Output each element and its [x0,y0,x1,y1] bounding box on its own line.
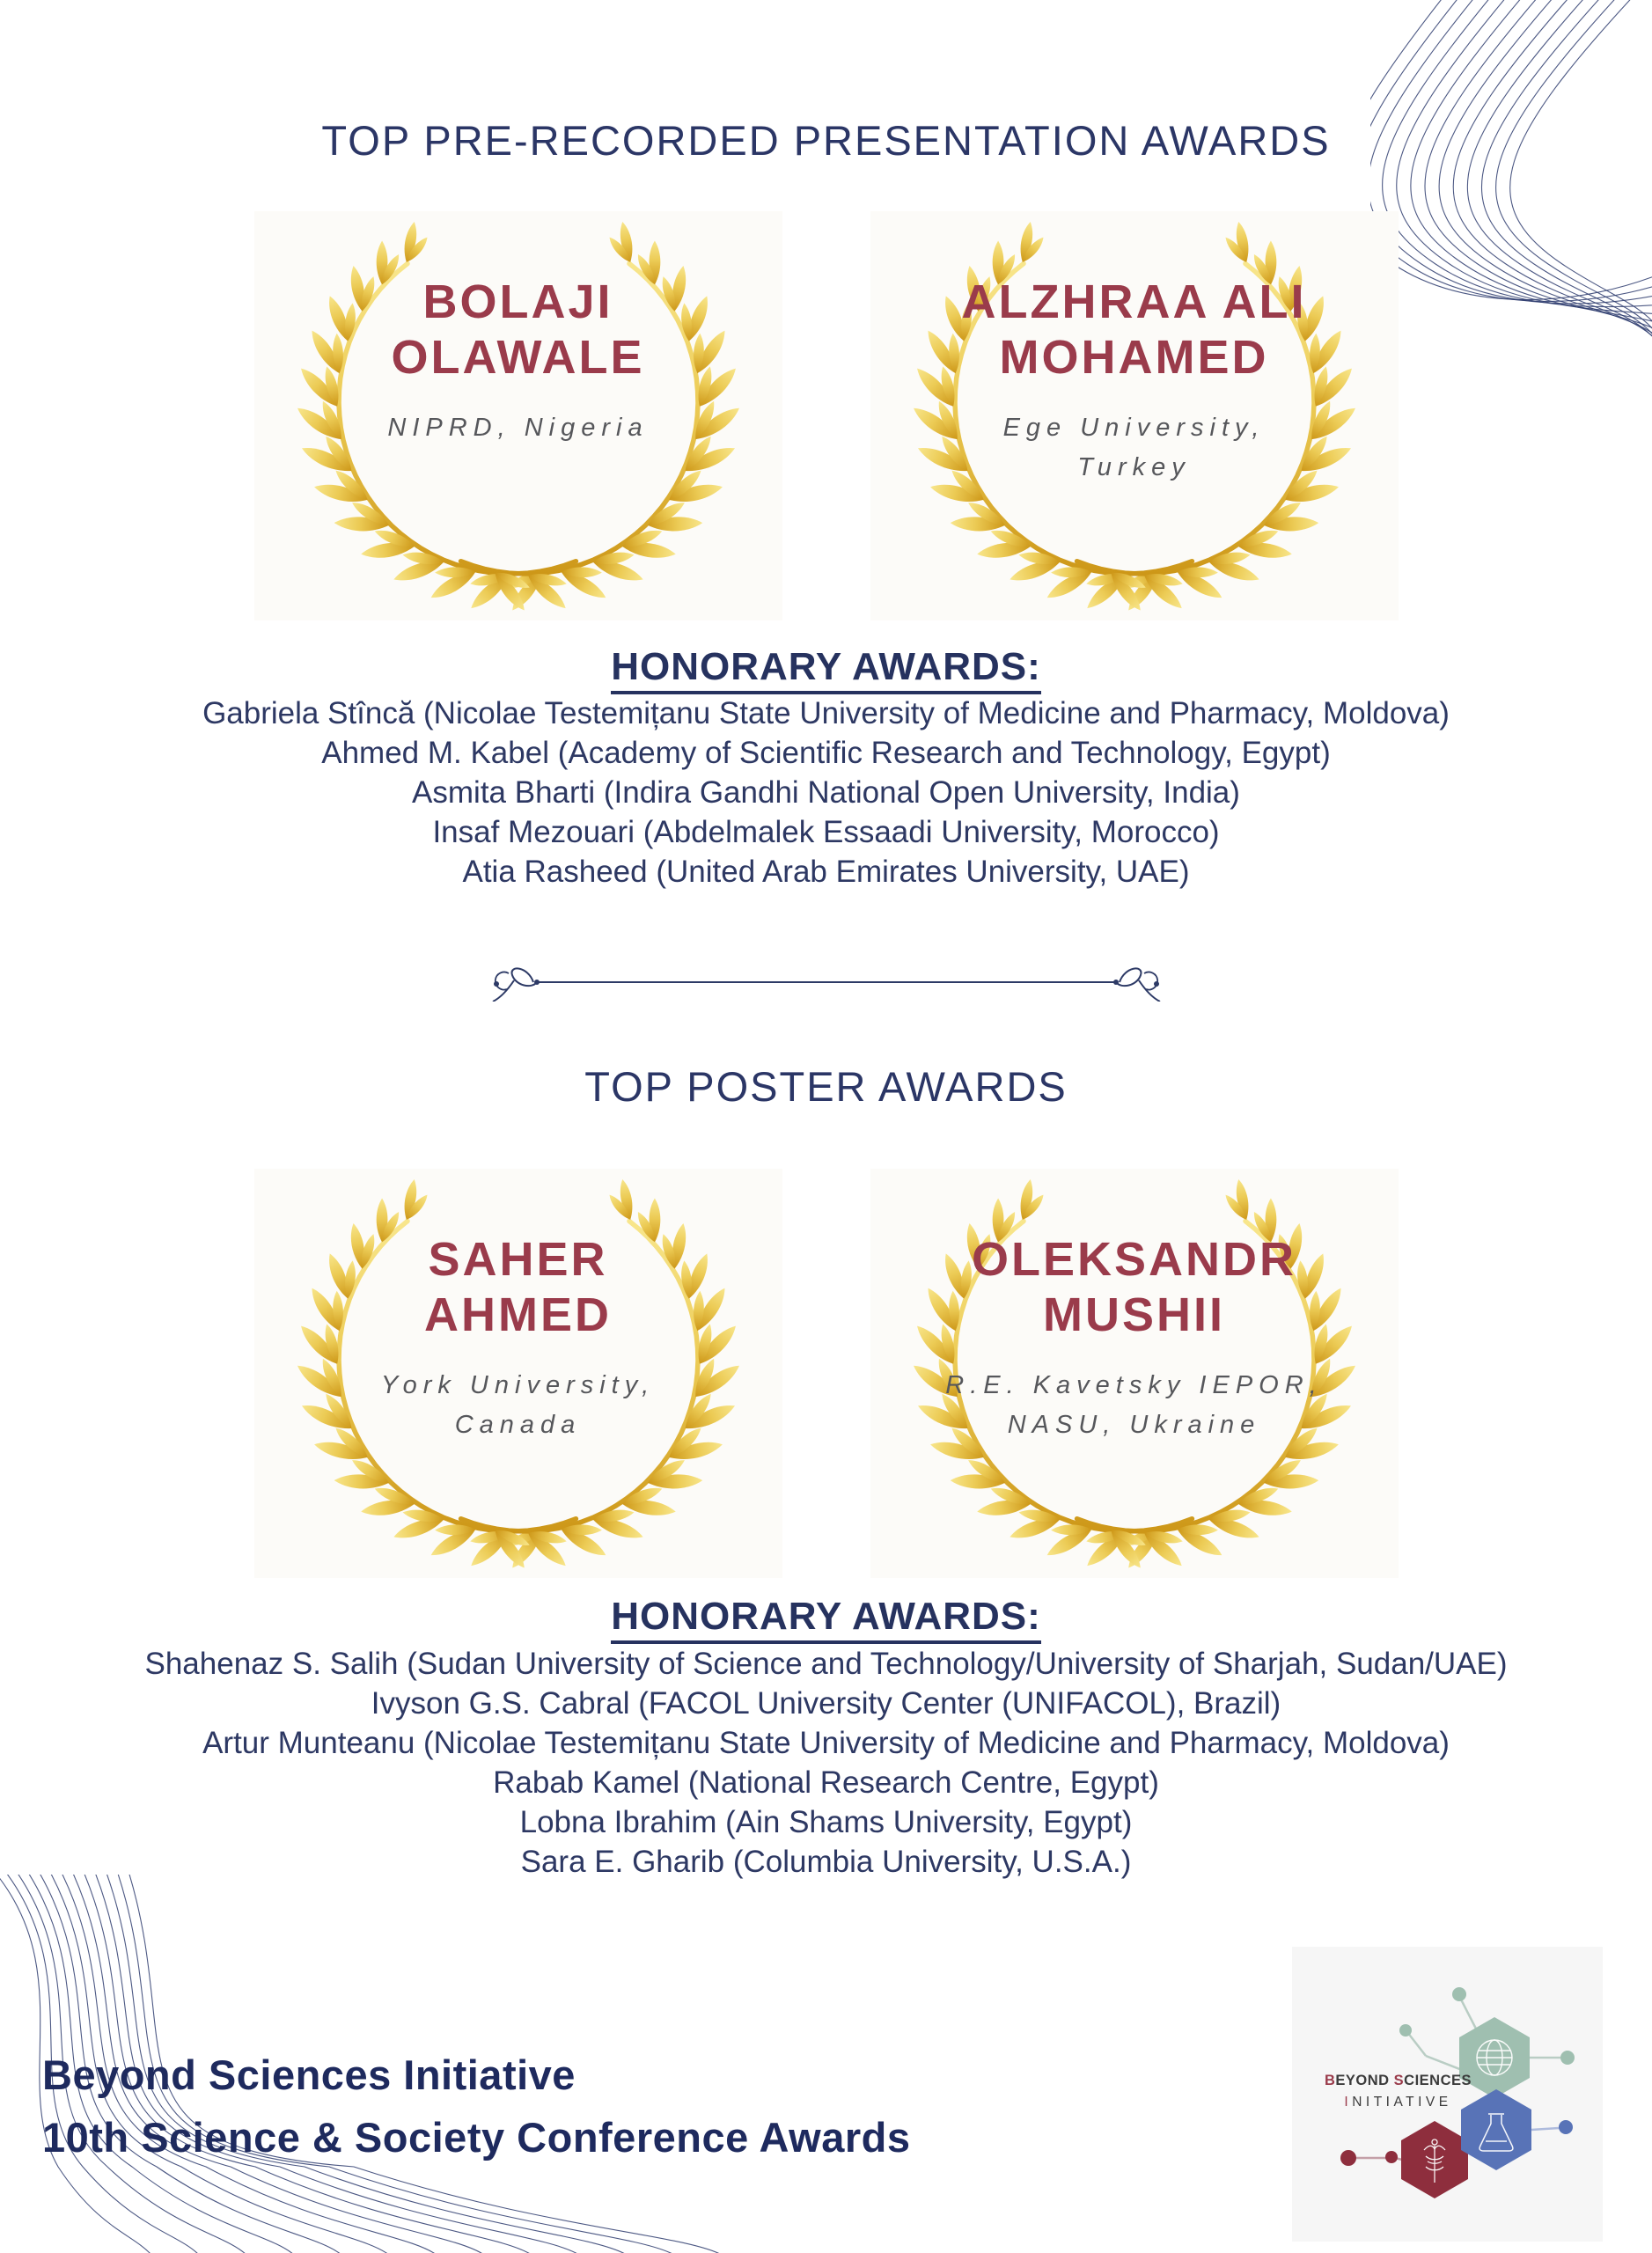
molecule-node [1399,2024,1412,2037]
honorary-award-item: Insaf Mezouari (Abdelmalek Essaadi University, Morocco) [432,815,1220,849]
logo-accent-letter: I [1344,2095,1353,2110]
winner-text-block [870,211,1399,620]
footer-title-line-2: 10th Science & Society Conference Awards [42,2114,911,2161]
honorary-awards-heading-text: HONORARY AWARDS: [611,645,1041,694]
logo-wordmark-line-1 [1308,2073,1488,2089]
winner-card [254,1169,782,1578]
footer-title-line-1: Beyond Sciences Initiative [42,2051,576,2098]
logo-wordmark [1308,2073,1488,2110]
molecule-node [1385,2151,1398,2163]
winner-card [254,211,782,620]
honorary-award-item: Lobna Ibrahim (Ain Shams University, Egypt) [519,1805,1133,1839]
winner-name: BOLAJI OLAWALE [391,275,645,384]
pre-recorded-honorary-list [0,694,1652,892]
winner-text-block [254,211,782,620]
footer-title [42,2044,910,2169]
winner-text-block [254,1169,782,1578]
honorary-award-item: Shahenaz S. Salih (Sudan University of Science and Technology/University of Sharjah, Sudan/UAE) [144,1647,1508,1681]
poster-winner-row [0,1169,1652,1578]
divider-flourish [493,968,540,1002]
honorary-award-item: Rabab Kamel (National Research Centre, Egypt) [493,1765,1159,1800]
winner-affiliation: NIPRD, Nigeria [387,414,649,442]
winner-name: SAHER AHMED [424,1233,612,1341]
winner-affiliation: R.E. Kavetsky IEPOR, NASU, Ukraine [945,1371,1323,1439]
winner-card [870,211,1399,620]
logo-letters: CIENCES [1404,2073,1472,2088]
pre-recorded-winner-row [0,211,1652,620]
molecule-node [1452,1987,1466,2001]
poster-honorary-list [0,1644,1652,1882]
winner-text-block [870,1169,1399,1578]
honorary-awards-heading [0,645,1652,689]
honorary-award-item: Artur Munteanu (Nicolae Testemițanu State University of Medicine and Pharmacy, Moldova) [202,1726,1450,1760]
molecule-node [1340,2150,1356,2166]
logo-letters: EYOND [1335,2073,1394,2088]
honorary-award-item: Sara E. Gharib (Columbia University, U.S.A.) [520,1845,1132,1879]
ornamental-divider [488,963,1165,1002]
winner-name: OLEKSANDR MUSHII [971,1233,1296,1341]
honorary-awards-heading [0,1595,1652,1639]
winner-name: ALZHRAA ALI MOHAMED [961,275,1307,384]
honorary-award-item: Ahmed M. Kabel (Academy of Scientific Research and Technology, Egypt) [321,736,1331,770]
molecule-node [1559,2120,1573,2134]
honorary-award-item: Asmita Bharti (Indira Gandhi National Open University, India) [412,775,1240,810]
honorary-award-item: Ivyson G.S. Cabral (FACOL University Center (UNIFACOL), Brazil) [371,1686,1281,1721]
bsi-logo [1292,1947,1603,2242]
winner-affiliation: Ege University, Turkey [1002,414,1266,481]
logo-accent-letter: S [1393,2073,1405,2088]
winner-affiliation: York University, Canada [380,1371,656,1439]
logo-letters: NITIATIVE [1352,2095,1452,2110]
pre-recorded-section-title: TOP PRE-RECORDED PRESENTATION AWARDS [321,117,1331,164]
molecule-node [1560,2051,1575,2065]
logo-wordmark-line-2 [1308,2095,1488,2110]
molecule-bond [1531,2128,1559,2130]
winner-card [870,1169,1399,1578]
honorary-award-item: Atia Rasheed (United Arab Emirates University, UAE) [462,855,1190,889]
honorary-award-item: Gabriela Stîncă (Nicolae Testemițanu State University of Medicine and Pharmacy, Moldova) [202,696,1450,730]
honorary-awards-heading-text: HONORARY AWARDS: [611,1595,1041,1644]
logo-accent-letter: B [1324,2073,1336,2088]
poster-section-title: TOP POSTER AWARDS [584,1063,1068,1110]
